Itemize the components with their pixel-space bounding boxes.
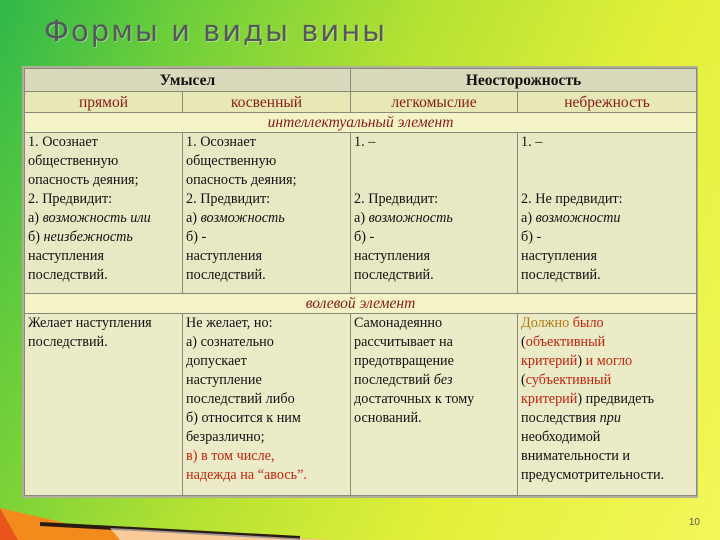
cell-line: 1. – — [354, 134, 376, 150]
cell-line: Не желает, но: — [186, 315, 273, 332]
cell-line — [28, 228, 179, 247]
subheader-carelessness: небрежность — [518, 92, 697, 113]
cell-line: последствий. — [28, 267, 108, 283]
slide-title: Формы и виды вины — [44, 14, 388, 48]
cell-line: 1. Осознает — [186, 134, 256, 150]
cell-line — [354, 209, 514, 228]
cell-text-highlight: субъективный — [525, 372, 612, 389]
cell-line: наступления — [354, 248, 430, 264]
cell-text: ) — [577, 353, 586, 370]
volitional-element-label: волевой элемент — [25, 294, 697, 314]
subheader-direct: прямой — [25, 92, 183, 113]
cell-text-highlight: критерий — [521, 353, 578, 370]
cell-line — [521, 390, 693, 409]
cell-text-italic: возможность или — [42, 210, 151, 226]
cell-text-highlight: и могло — [585, 353, 633, 370]
cell-line — [186, 209, 347, 228]
cell-line: 1. Осознает — [28, 134, 98, 150]
cell-text-italic: без — [433, 372, 453, 389]
cell-text: a) — [186, 210, 201, 226]
cell-line: достаточных к тому — [354, 391, 475, 408]
cell-text-italic: возможность — [368, 210, 453, 226]
cell-line: 2. Предвидит: — [28, 191, 113, 207]
cell-text-italic: возможности — [535, 210, 621, 226]
volitional-levity-cell — [351, 314, 518, 496]
cell-line: общественную — [186, 153, 277, 169]
header-negligence: Неосторожность — [351, 69, 697, 92]
page-number: 10 — [688, 517, 700, 528]
cell-line: б) относится к ним — [186, 410, 301, 427]
cell-spacer — [354, 152, 514, 171]
cell-text-highlight: Должно — [521, 315, 570, 332]
cell-line: 2. Предвидит: — [354, 191, 439, 207]
cell-text: б) — [28, 229, 44, 245]
cell-line-highlight: надежда на “авось”. — [186, 467, 307, 484]
decorative-arrow-shape — [0, 460, 330, 540]
cell-line: б) - — [521, 229, 542, 245]
cell-line: наступления — [521, 248, 597, 264]
intellectual-levity-cell — [351, 133, 518, 294]
cell-line: предотвращение — [354, 353, 454, 370]
cell-line — [521, 352, 693, 371]
cell-line: внимательности и — [521, 448, 631, 465]
cell-line: Самонадеянно — [354, 315, 443, 332]
cell-line — [521, 333, 693, 352]
guilt-forms-table-container — [22, 66, 698, 498]
cell-text: последствия — [521, 410, 600, 427]
cell-line: a) сознательно — [186, 334, 274, 351]
cell-text-italic: возможность — [200, 210, 285, 226]
cell-line — [521, 409, 693, 428]
cell-text-italic: неизбежность — [43, 229, 133, 245]
cell-text-highlight: было — [569, 315, 604, 332]
cell-line: б) - — [354, 229, 375, 245]
volitional-carelessness-cell — [518, 314, 697, 496]
cell-text: ( — [521, 372, 526, 389]
cell-spacer — [521, 152, 693, 171]
cell-text-highlight: объективный — [525, 334, 606, 351]
cell-line — [521, 314, 693, 333]
cell-text: a) — [521, 210, 536, 226]
intellectual-element-label: интеллектуальный элемент — [25, 113, 697, 133]
cell-text: ) предвидеть — [577, 391, 655, 408]
cell-line — [28, 209, 179, 228]
cell-line: последствий либо — [186, 391, 295, 408]
cell-text: ( — [521, 334, 526, 351]
cell-line: общественную — [28, 153, 119, 169]
cell-line: последствий. — [186, 267, 266, 283]
cell-line: последствий. — [354, 267, 434, 283]
cell-line: необходимой — [521, 429, 601, 446]
cell-line: наступления — [186, 248, 262, 264]
intellectual-carelessness-cell — [518, 133, 697, 294]
cell-spacer — [521, 171, 693, 190]
intellectual-indirect-cell — [183, 133, 351, 294]
cell-line: предусмотрительности. — [521, 467, 665, 484]
cell-line — [354, 371, 514, 390]
cell-line — [521, 371, 693, 390]
cell-text-highlight: критерий — [521, 391, 578, 408]
cell-line: безразлично; — [186, 429, 265, 446]
cell-line: 1. – — [521, 134, 543, 150]
cell-line: опасность деяния; — [186, 172, 297, 188]
cell-line: рассчитывает на — [354, 334, 453, 351]
cell-line — [521, 209, 693, 228]
cell-text: a) — [28, 210, 43, 226]
cell-line: наступление — [186, 372, 262, 389]
cell-spacer — [354, 171, 514, 190]
intellectual-direct-cell — [25, 133, 183, 294]
cell-line: 2. Предвидит: — [186, 191, 271, 207]
cell-text: последствий — [354, 372, 434, 389]
cell-text: a) — [354, 210, 369, 226]
subheader-indirect: косвенный — [183, 92, 351, 113]
cell-line-highlight: в) в том числе, — [186, 448, 275, 465]
header-intent: Умысел — [25, 69, 351, 92]
cell-line: последствий. — [28, 334, 108, 351]
cell-line: последствий. — [521, 267, 601, 283]
cell-line: оснований. — [354, 410, 422, 427]
cell-line: Желает наступления — [28, 315, 152, 332]
cell-line: допускает — [186, 353, 247, 370]
subheader-levity: легкомыслие — [351, 92, 518, 113]
cell-line: опасность деяния; — [28, 172, 139, 188]
guilt-forms-table — [24, 68, 697, 496]
cell-line: б) - — [186, 229, 207, 245]
cell-line: наступления — [28, 248, 104, 264]
cell-text-italic: при — [599, 410, 621, 427]
cell-line: 2. Не предвидит: — [521, 191, 623, 207]
